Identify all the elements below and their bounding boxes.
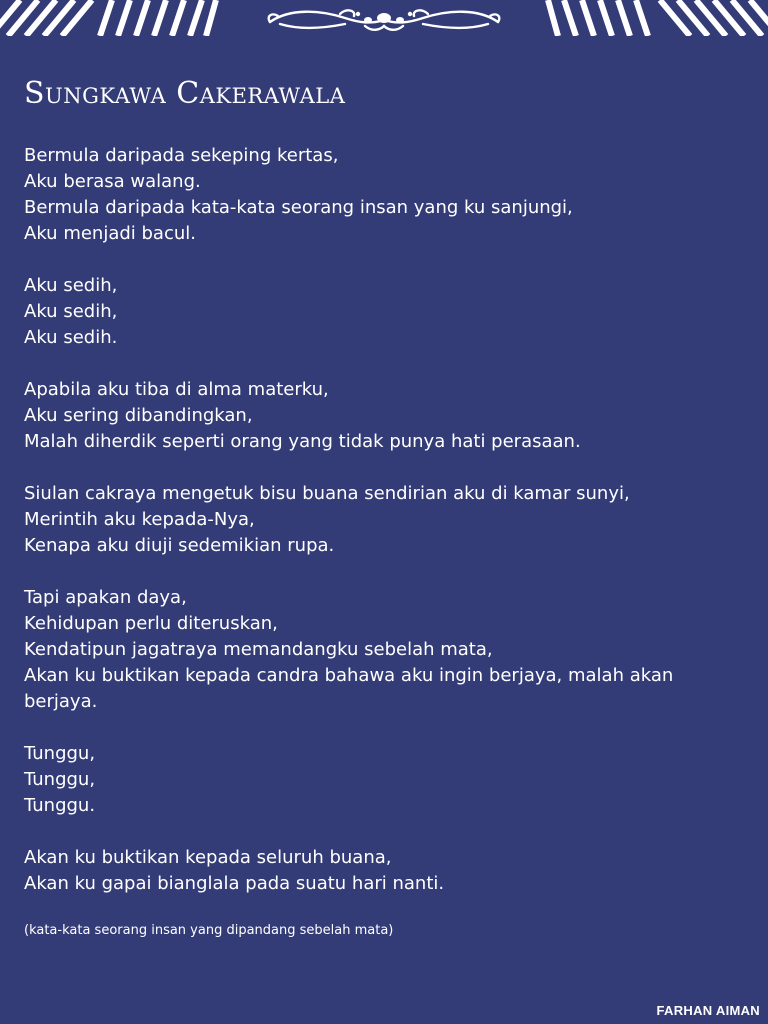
decorative-header <box>0 0 768 40</box>
poem-line: Aku menjadi bacul. <box>24 223 196 244</box>
poem-line: Aku sedih, <box>24 301 118 322</box>
poem-note: (kata-kata seorang insan yang dipandang sebelah mata) <box>24 923 394 938</box>
stanza-3 <box>24 377 724 455</box>
author-name: FARHAN AIMAN <box>656 1003 760 1018</box>
right-stripes-icon <box>548 0 768 36</box>
poem-body <box>24 143 724 923</box>
poem-line: Tunggu, <box>24 743 96 764</box>
poem-line: Tapi apakan daya, <box>24 587 187 608</box>
stanza-5 <box>24 585 724 715</box>
poem-line: Aku sering dibandingkan, <box>24 405 253 426</box>
stanza-7 <box>24 845 724 897</box>
poem-line: Tunggu. <box>24 795 96 816</box>
poem-line: Kendatipun jagatraya memandangku sebelah mata, <box>24 639 493 660</box>
poem-line: Malah diherdik seperti orang yang tidak punya hati perasaan. <box>24 431 581 452</box>
stanza-6 <box>24 741 724 819</box>
left-stripes-icon <box>0 0 216 36</box>
poem-line: Bermula daripada kata-kata seorang insan yang ku sanjungi, <box>24 197 573 218</box>
poem-line: Akan ku buktikan kepada seluruh buana, <box>24 847 392 868</box>
poem-line: Siulan cakraya mengetuk bisu buana sendirian aku di kamar sunyi, <box>24 483 630 504</box>
poem-line: Aku berasa walang. <box>24 171 201 192</box>
stanza-1 <box>24 143 724 247</box>
poem-line: Aku sedih, <box>24 275 118 296</box>
poem-line: Merintih aku kepada-Nya, <box>24 509 255 530</box>
poem-line: Aku sedih. <box>24 327 118 348</box>
stanza-4 <box>24 481 724 559</box>
poem-line: Tunggu, <box>24 769 96 790</box>
poem-title: Sungkawa Cakerawala <box>24 76 346 111</box>
poem-line: Akan ku gapai bianglala pada suatu hari nanti. <box>24 873 445 894</box>
poem-line: Apabila aku tiba di alma materku, <box>24 379 329 400</box>
poem-line: Akan ku buktikan kepada candra bahawa aku ingin berjaya, malah akan berjaya. <box>24 665 674 712</box>
poem-line: Kehidupan perlu diteruskan, <box>24 613 278 634</box>
top-ornament-band <box>0 0 768 40</box>
stanza-2 <box>24 273 724 351</box>
poem-line: Bermula daripada sekeping kertas, <box>24 145 339 166</box>
poem-line: Kenapa aku diuji sedemikian rupa. <box>24 535 335 556</box>
